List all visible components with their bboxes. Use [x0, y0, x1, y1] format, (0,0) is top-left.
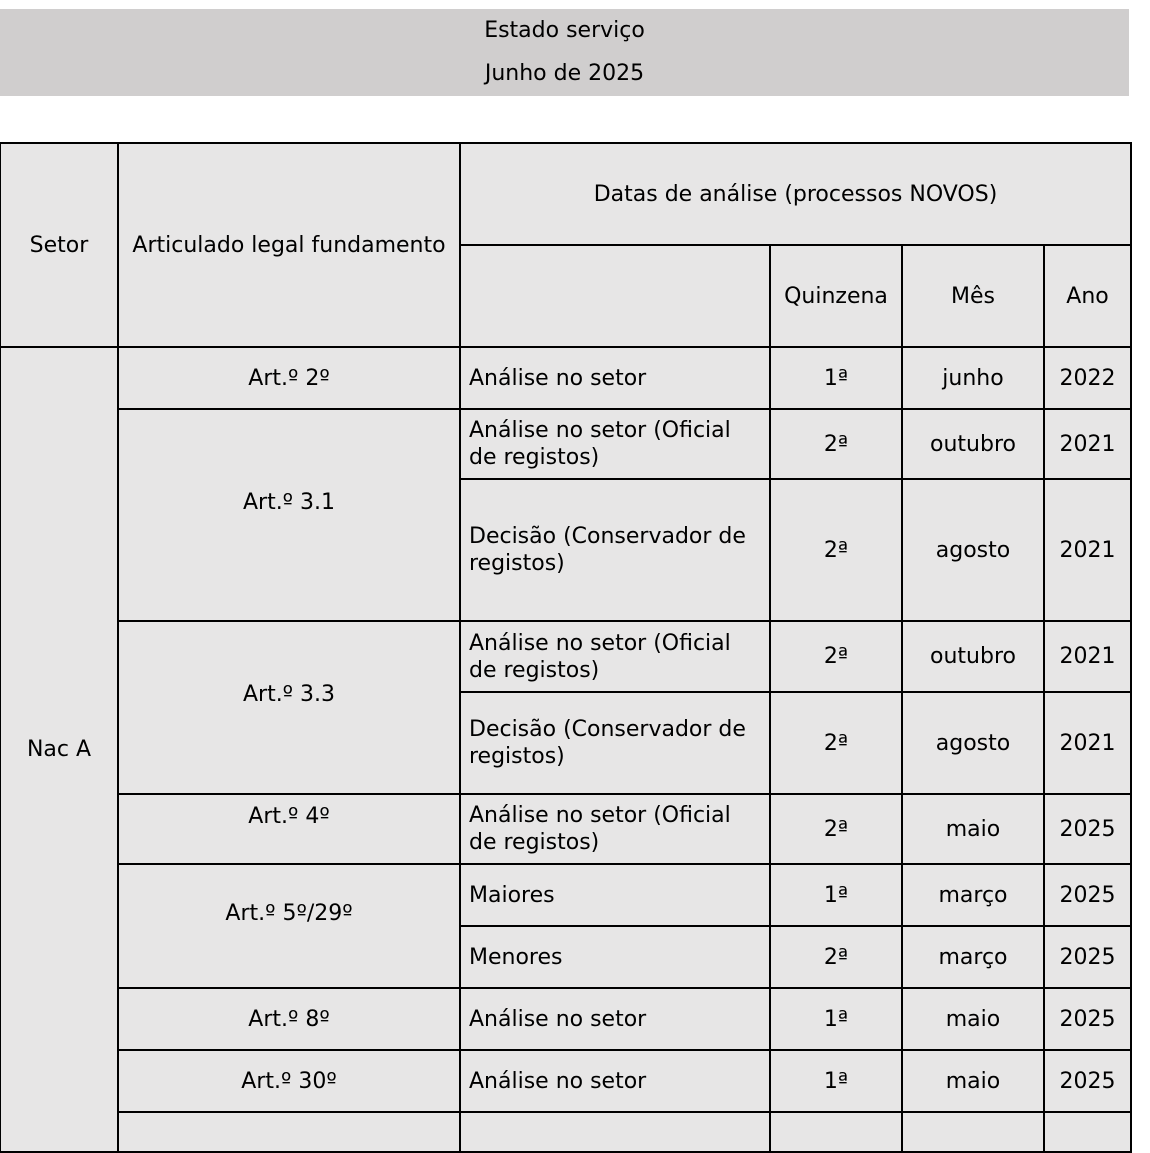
ano-cell: 2025 — [1044, 1050, 1131, 1112]
quinzena-cell: 1ª — [770, 347, 902, 409]
mes-cell: junho — [902, 347, 1044, 409]
desc-cell: Maiores — [460, 864, 770, 926]
artigo-cell — [118, 864, 460, 988]
quinzena-cell: 1ª — [770, 864, 902, 926]
col-header-ano: Ano — [1044, 245, 1131, 347]
ano-cell: 2025 — [1044, 926, 1131, 988]
artigo-cell: Art.º 2º — [118, 347, 460, 409]
mes-cell: agosto — [902, 479, 1044, 621]
mes-cell: março — [902, 926, 1044, 988]
desc-cell: Menores — [460, 926, 770, 988]
mes-cell: outubro — [902, 621, 1044, 692]
quinzena-cell: 2ª — [770, 409, 902, 479]
col-header-quinzena: Quinzena — [770, 245, 902, 347]
table-row — [0, 864, 1131, 926]
blank-cell — [770, 1112, 902, 1152]
ano-cell: 2025 — [1044, 794, 1131, 864]
table-row — [0, 794, 1131, 864]
table-row-partial — [0, 1112, 1131, 1152]
col-header-datas: Datas de análise (processos NOVOS) — [460, 143, 1131, 245]
ano-cell: 2021 — [1044, 479, 1131, 621]
mes-cell: maio — [902, 988, 1044, 1050]
mes-cell: março — [902, 864, 1044, 926]
artigo-cell — [118, 621, 460, 794]
desc-cell: Análise no setor (Oficial de registos) — [460, 621, 770, 692]
artigo-cell — [118, 794, 460, 864]
artigo-cell: Art.º 8º — [118, 988, 460, 1050]
page-title: Estado serviço — [484, 18, 645, 43]
artigo-label: Art.º 3.3 — [242, 682, 336, 707]
ano-cell: 2021 — [1044, 621, 1131, 692]
table-row — [0, 1050, 1131, 1112]
ano-cell: 2021 — [1044, 409, 1131, 479]
desc-cell: Análise no setor — [460, 988, 770, 1050]
blank-cell — [118, 1112, 460, 1152]
quinzena-cell: 1ª — [770, 988, 902, 1050]
quinzena-cell: 1ª — [770, 1050, 902, 1112]
artigo-label: Art.º 5º/29º — [225, 900, 353, 926]
col-header-articulado: Articulado legal fundamento — [118, 143, 460, 347]
blank-cell — [460, 1112, 770, 1152]
artigo-label: Art.º 3.1 — [242, 489, 336, 515]
setor-cell — [0, 347, 118, 1152]
table-row — [0, 988, 1131, 1050]
page-period: Junho de 2025 — [484, 61, 645, 86]
ano-cell: 2021 — [1044, 692, 1131, 794]
blank-cell — [902, 1112, 1044, 1152]
ano-cell: 2025 — [1044, 864, 1131, 926]
ano-cell: 2025 — [1044, 988, 1131, 1050]
col-header-setor: Setor — [0, 143, 118, 347]
col-header-mes: Mês — [902, 245, 1044, 347]
desc-cell: Análise no setor (Oficial de registos) — [460, 409, 770, 479]
mes-cell: agosto — [902, 692, 1044, 794]
mes-cell: maio — [902, 794, 1044, 864]
table-row — [0, 621, 1131, 692]
desc-cell: Análise no setor — [460, 1050, 770, 1112]
desc-cell: Decisão (Conservador de registos) — [460, 692, 770, 794]
mes-cell: maio — [902, 1050, 1044, 1112]
col-header-blank — [460, 245, 770, 347]
ano-cell: 2022 — [1044, 347, 1131, 409]
blank-cell — [1044, 1112, 1131, 1152]
desc-cell: Análise no setor (Oficial de registos) — [460, 794, 770, 864]
artigo-label: Art.º 4º — [248, 803, 330, 829]
artigo-cell — [118, 409, 460, 621]
quinzena-cell: 2ª — [770, 479, 902, 621]
setor-label: Nac A — [26, 737, 92, 762]
mes-cell: outubro — [902, 409, 1044, 479]
quinzena-cell: 2ª — [770, 621, 902, 692]
artigo-cell: Art.º 30º — [118, 1050, 460, 1112]
quinzena-cell: 2ª — [770, 794, 902, 864]
desc-cell: Análise no setor — [460, 347, 770, 409]
table-row — [0, 347, 1131, 409]
quinzena-cell: 2ª — [770, 926, 902, 988]
table-row — [0, 409, 1131, 479]
desc-cell: Decisão (Conservador de registos) — [460, 479, 770, 621]
quinzena-cell: 2ª — [770, 692, 902, 794]
status-table — [0, 142, 1132, 1153]
